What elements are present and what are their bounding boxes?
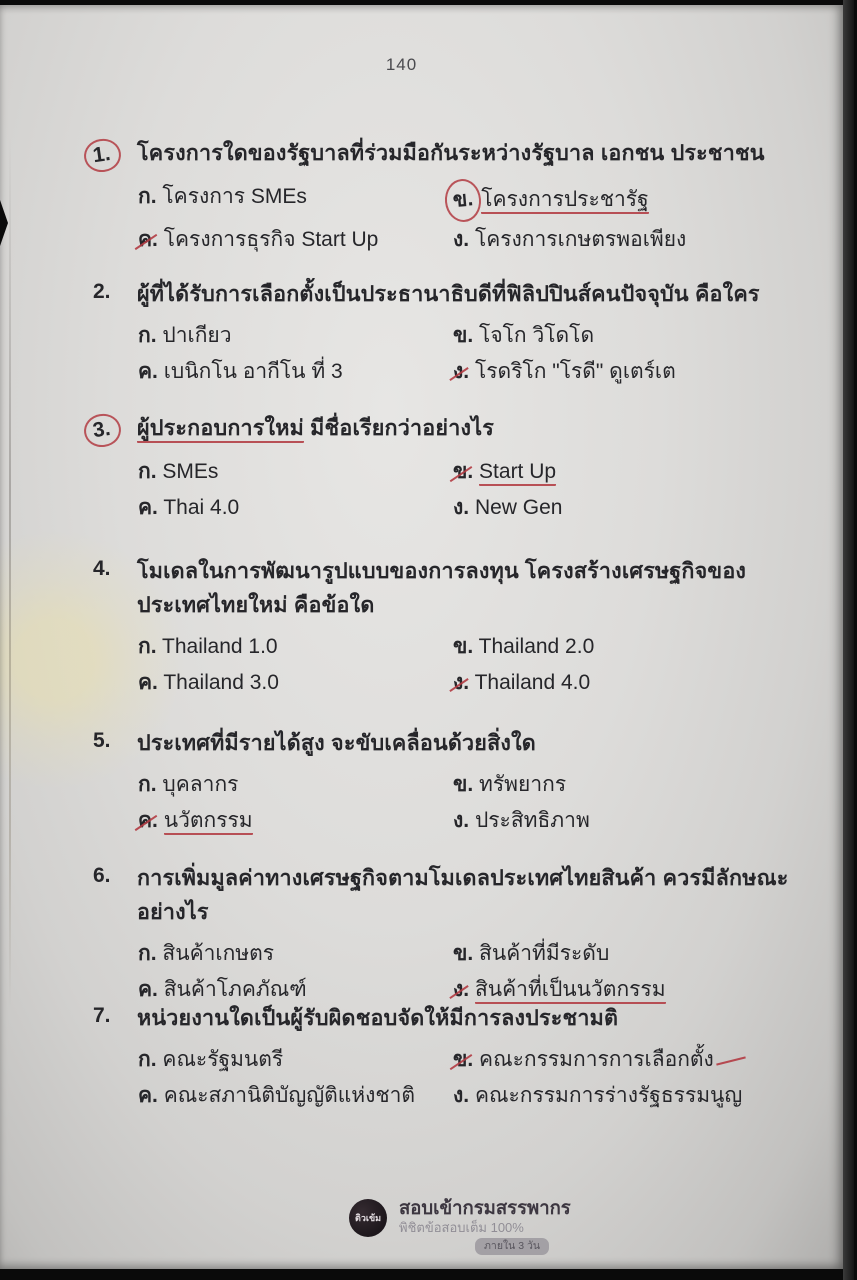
- option-b: ข. คณะกรรมการการเลือกตั้ง: [453, 1042, 805, 1078]
- footer-title: สอบเข้ากรมสรรพากร: [399, 1197, 571, 1218]
- option-d: ง. New Gen: [453, 496, 563, 519]
- question-6-text: การเพิ่มมูลค่าทางเศรษฐกิจตามโมเดลประเทศไทยสินค้า ควรมีลักษณะอย่างไร: [137, 866, 789, 924]
- question-6: [93, 861, 805, 1008]
- question-2-number: 2.: [93, 280, 111, 303]
- question-4-text: โมเดลในการพัฒนารูปแบบของการลงทุน โครงสร้างเศรษฐกิจของประเทศไทยใหม่ คือข้อใด: [137, 559, 747, 617]
- red-underline-annotation: Start Up: [479, 460, 556, 486]
- option-b: [453, 179, 805, 222]
- option-d: ง. คณะกรรมการร่างรัฐธรรมนูญ: [453, 1084, 743, 1107]
- red-strike-annotation: ค.: [138, 803, 158, 839]
- question-1-text: โครงการใดของรัฐบาลที่ร่วมมือกันระหว่างรัฐบาล เอกชน ประชาชน: [137, 141, 765, 165]
- question-5-number: 5.: [93, 729, 111, 752]
- option-d: ง. โรดริโก "โรดี" ดูเตร์เต: [453, 354, 805, 390]
- publisher-logo: ติวเข้ม: [349, 1199, 387, 1237]
- option-a: ก. โครงการ SMEs: [138, 185, 307, 208]
- footer-badge: ภายใน 3 วัน: [475, 1238, 549, 1255]
- question-2-text: ผู้ที่ได้รับการเลือกตั้งเป็นประธานาธิบดีที่ฟิลิปปินส์คนปัจจุบัน คือใคร: [137, 282, 760, 306]
- paper-sheet: [0, 5, 843, 1269]
- option-b: ข. โจโก วิโดโด: [453, 324, 595, 347]
- page-edge-shadow: [843, 0, 854, 1280]
- option-a: ก. SMEs: [138, 460, 219, 483]
- red-strike-annotation: ข.: [453, 1042, 473, 1078]
- page-number: 140: [385, 55, 418, 74]
- red-check-mark: [714, 1054, 748, 1066]
- option-b: [453, 454, 805, 490]
- question-4-number: 4.: [93, 557, 111, 580]
- option-b: ข. สินค้าที่มีระดับ: [453, 942, 610, 965]
- red-underline-annotation: ผู้ประกอบการใหม่: [137, 416, 304, 443]
- option-b: ข. ทรัพยากร: [453, 773, 567, 796]
- option-d: ง. โครงการเกษตรพอเพียง: [453, 228, 687, 251]
- option-c: ค. สินค้าโภคภัณฑ์: [138, 978, 307, 1001]
- question-1-number: [93, 136, 137, 172]
- question-2: [93, 277, 805, 390]
- option-a: ก. Thailand 1.0: [138, 635, 278, 658]
- red-underline-annotation: สินค้าที่เป็นนวัตกรรม: [475, 978, 666, 1004]
- question-4: [93, 554, 805, 701]
- question-5-text: ประเทศที่มีรายได้สูง จะขับเคลื่อนด้วยสิ่งใด: [137, 731, 536, 755]
- question-3-text: ผู้ประกอบการใหม่ มีชื่อเรียกว่าอย่างไร: [137, 411, 805, 445]
- question-3-number: [93, 411, 137, 447]
- option-a: ก. สินค้าเกษตร: [138, 942, 275, 965]
- publisher-footer: [349, 1197, 571, 1255]
- red-strike-annotation: ค.: [138, 222, 158, 258]
- option-c: ค. คณะสภานิติบัญญัติแห่งชาติ: [138, 1084, 416, 1107]
- option-c: ค. Thai 4.0: [138, 496, 240, 519]
- red-circle-annotation: 1.: [82, 137, 123, 175]
- question-3: [93, 411, 805, 526]
- option-b: ข. Thailand 2.0: [453, 635, 595, 658]
- question-7: [93, 1001, 805, 1114]
- option-c: ค. เบนิกโน อากีโน ที่ 3: [138, 360, 343, 383]
- footer-subtitle: พิชิตข้อสอบเต็ม 100%: [399, 1220, 524, 1235]
- option-d: ง. Thailand 4.0: [453, 665, 805, 701]
- option-a: ก. บุคลากร: [138, 773, 239, 796]
- red-strike-annotation: ง.: [453, 354, 469, 390]
- option-a: ก. คณะรัฐมนตรี: [138, 1048, 284, 1071]
- question-7-text: หน่วยงานใดเป็นผู้รับผิดชอบจัดให้มีการลงประชามติ: [137, 1006, 619, 1030]
- option-a: ก. ปาเกียว: [138, 324, 232, 347]
- red-underline-annotation: โครงการประชารัฐ: [481, 188, 648, 214]
- red-strike-annotation: ข.: [453, 454, 473, 490]
- option-c: [138, 803, 453, 839]
- option-c: ค. โครงการธุรกิจ Start Up: [138, 222, 453, 258]
- question-6-number: 6.: [93, 864, 111, 887]
- red-strike-annotation: ง.: [453, 665, 469, 701]
- red-circle-annotation: 3.: [82, 412, 123, 450]
- question-1: [93, 136, 805, 258]
- paper-crease: [9, 135, 11, 1009]
- option-d: ง. ประสิทธิภาพ: [453, 809, 590, 832]
- red-strike-annotation: ง.: [453, 972, 469, 1008]
- red-circle-annotation: ข.: [443, 178, 483, 224]
- question-5: [93, 726, 805, 839]
- question-7-number: 7.: [93, 1004, 111, 1027]
- red-underline-annotation: นวัตกรรม: [164, 809, 253, 835]
- option-c: ค. Thailand 3.0: [138, 671, 279, 694]
